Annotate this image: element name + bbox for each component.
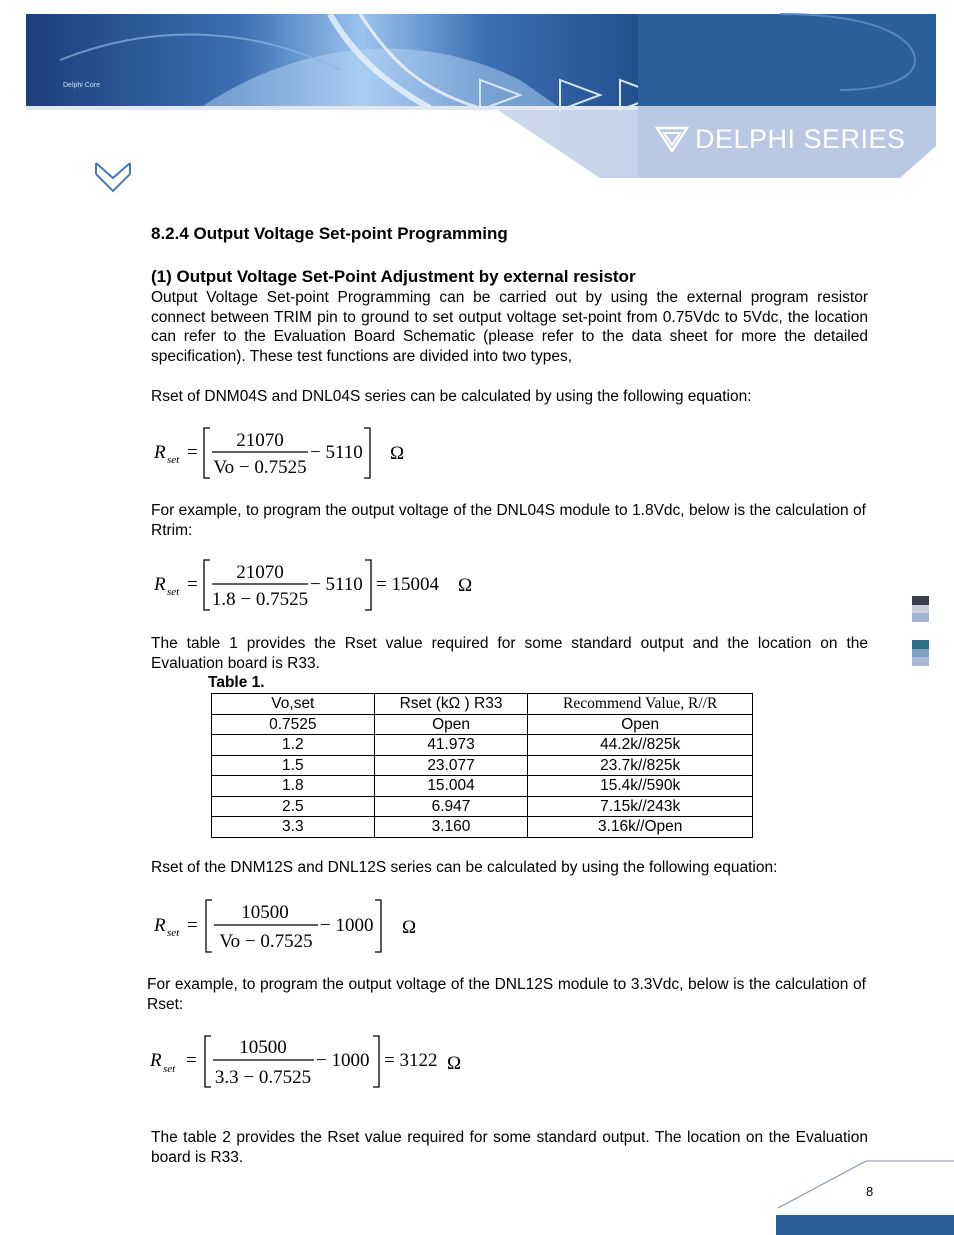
eq-lhs: R [154, 442, 166, 463]
table-cell: 2.5 [212, 796, 375, 817]
table2-intro: The table 2 provides the Rset value required for some standard output. The location on the Evaluation board is R33. [151, 1129, 868, 1166]
table-row [212, 735, 753, 756]
eq-equals: = [186, 1050, 197, 1071]
eq-minus-term: − 1000 [316, 1050, 370, 1071]
table-header-cell: Rset (kΩ ) R33 [374, 694, 528, 715]
eq-unit: Ω [402, 917, 417, 938]
table-cell: 23.7k//825k [528, 755, 753, 776]
equation-example-04 [150, 557, 490, 613]
eq-unit: Ω [447, 1053, 462, 1074]
eq-denominator: 3.3 − 0.7525 [214, 1067, 312, 1088]
example04-paragraph: For example, to program the output voltage of the DNL04S module to 1.8Vdc, below is the calculation of Rtrim: [151, 502, 866, 539]
side-marker-dark [912, 596, 929, 622]
eq-numerator: 21070 [236, 562, 284, 583]
eq-lhs: R [154, 574, 166, 595]
table-cell: 1.8 [212, 776, 375, 797]
eq-equals: = [187, 915, 198, 936]
table-row [212, 796, 753, 817]
eq-sub: set [167, 586, 180, 598]
header-banner [0, 0, 954, 200]
table1-intro: The table 1 provides the Rset value required for some standard output and the location on the Evaluation board is R33. [151, 635, 868, 672]
eq-numerator: 21070 [236, 430, 284, 451]
table-cell: 15.004 [374, 776, 528, 797]
table-cell: 23.077 [374, 755, 528, 776]
rset-table [211, 693, 753, 838]
table-cell: 44.2k//825k [528, 735, 753, 756]
eq-unit: Ω [458, 575, 473, 596]
table-row [212, 817, 753, 838]
footer-graphic [774, 1158, 954, 1235]
eq-equals: = [187, 442, 198, 463]
equation-example-12 [146, 1031, 476, 1091]
eq-denominator: Vo − 0.7525 [213, 457, 307, 478]
table-row [212, 755, 753, 776]
table-cell: 1.2 [212, 735, 375, 756]
side-marker-teal [912, 640, 929, 666]
eq-equals: = [187, 574, 198, 595]
eq-minus-term: − 5110 [310, 574, 363, 595]
table1-caption: Table 1. [208, 674, 265, 691]
brand-logo [655, 121, 925, 157]
eq-sub: set [167, 927, 180, 939]
table-row [212, 776, 753, 797]
intro-paragraph: Output Voltage Set-point Programming can be carried out by using the external program resistor connect between TRIM pin to ground to set output voltage set-point from 0.75Vdc to 5Vdc, the location can refer to the Evaluation Board Schematic (please refer to the data sheet for more the detailed specification). These test functions are divided into two types, [151, 289, 868, 365]
eq-minus-term: − 1000 [320, 915, 374, 936]
eq-result: = 3122 [384, 1050, 438, 1071]
table-cell: 15.4k//590k [528, 776, 753, 797]
eq-denominator: Vo − 0.7525 [219, 931, 313, 952]
table-cell: 3.3 [212, 817, 375, 838]
eq-lhs: R [150, 1050, 162, 1071]
header-caption: Delphi Core [63, 82, 100, 89]
chevron-logo-icon [94, 160, 132, 194]
table-cell: Open [374, 714, 528, 735]
table-row [212, 714, 753, 735]
table-cell: 3.16k//Open [528, 817, 753, 838]
table-header-cell: Vo,set [212, 694, 375, 715]
eq-sub: set [163, 1063, 176, 1075]
table-cell: 41.973 [374, 735, 528, 756]
delphi-logo-icon [655, 125, 689, 153]
eq-unit: Ω [390, 443, 405, 464]
eq-numerator: 10500 [239, 1037, 287, 1058]
brand-name: DELPHI SERIES [695, 123, 906, 154]
eq-result: = 15004 [376, 574, 439, 595]
example12-paragraph: For example, to program the output voltage of the DNL12S module to 3.3Vdc, below is the calculation of Rset: [147, 976, 866, 1013]
rset04-intro: Rset of DNM04S and DNL04S series can be calculated by using the following equation: [151, 388, 752, 405]
table-cell: 0.7525 [212, 714, 375, 735]
eq-denominator: 1.8 − 0.7525 [211, 589, 309, 610]
eq-sub: set [167, 454, 180, 466]
rset12-intro: Rset of the DNM12S and DNL12S series can be calculated by using the following equation: [151, 859, 778, 876]
table-cell: 6.947 [374, 796, 528, 817]
sub-heading: (1) Output Voltage Set-Point Adjustment by external resistor [151, 267, 636, 286]
table-header-row [212, 694, 753, 715]
table-cell: 7.15k//243k [528, 796, 753, 817]
eq-numerator: 10500 [241, 902, 289, 923]
table-cell: 1.5 [212, 755, 375, 776]
equation-rset-04 [150, 425, 430, 481]
eq-minus-term: − 5110 [310, 442, 363, 463]
equation-rset-12 [150, 896, 440, 954]
table-header-cell: Recommend Value, R//R [528, 694, 753, 715]
page-number: 8 [866, 1184, 874, 1199]
table-cell: Open [528, 714, 753, 735]
eq-lhs: R [154, 915, 166, 936]
table-cell: 3.160 [374, 817, 528, 838]
section-heading: 8.2.4 Output Voltage Set-point Programming [151, 224, 508, 243]
